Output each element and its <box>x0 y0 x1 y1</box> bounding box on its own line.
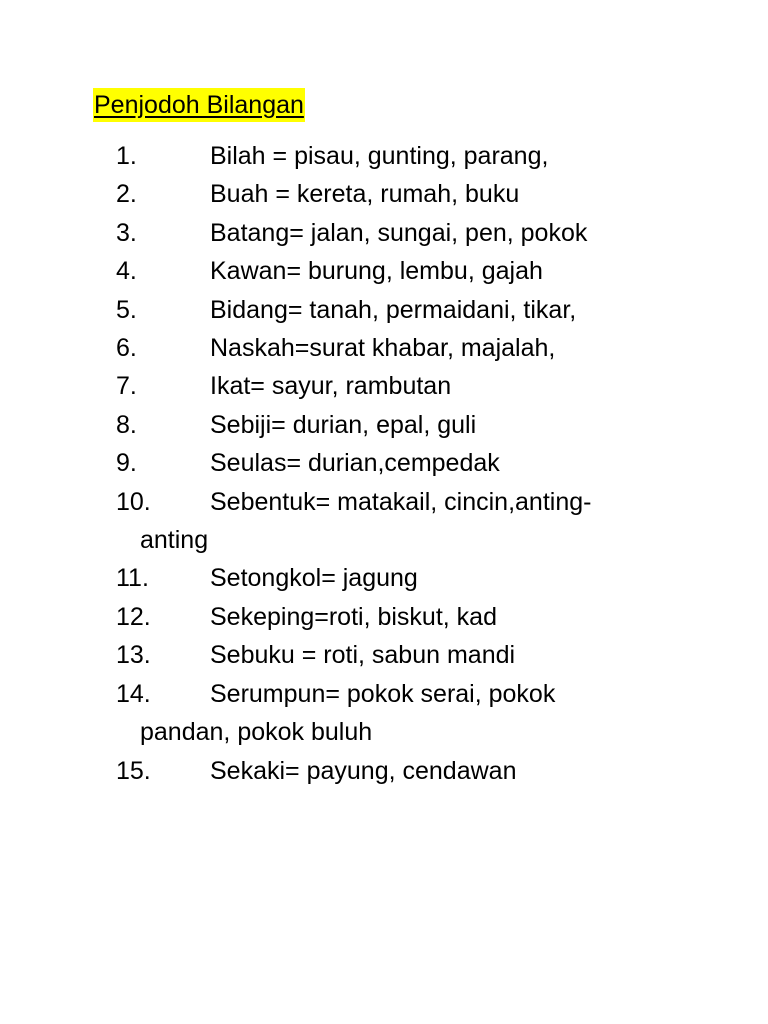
list-item <box>116 444 636 482</box>
list-item-text: Seulas= durian,cempedak <box>210 449 500 478</box>
list-item-text: Bidang= tanah, permaidani, tikar, <box>210 295 577 324</box>
list-item <box>116 367 636 405</box>
page-title: Penjodoh Bilangan <box>93 88 305 122</box>
list-item <box>116 137 636 175</box>
list-item-text: Ikat= sayur, rambutan <box>210 372 452 401</box>
list-item <box>116 559 636 597</box>
list-item-number: 9. <box>116 449 137 478</box>
list-item-text: Sebuku = roti, sabun mandi <box>210 641 516 670</box>
list-item-text: Sekaki= payung, cendawan <box>210 756 517 785</box>
list-item <box>116 598 636 636</box>
list-item <box>116 291 636 329</box>
list-item-number: 14. <box>116 679 151 708</box>
list-item-number: 10. <box>116 487 151 516</box>
list-item-number: 8. <box>116 410 137 439</box>
list-item-text: Setongkol= jagung <box>210 564 418 593</box>
list-item <box>116 214 636 252</box>
list-item-number: 1. <box>116 142 137 170</box>
list-item-number: 11. <box>116 564 149 593</box>
list-item <box>116 329 636 367</box>
list-item-text: Serumpun= pokok serai, pokok pandan, pokok buluh <box>140 679 556 747</box>
list-item-text: Batang= jalan, sungai, pen, pokok <box>210 218 588 247</box>
list-item-text: Sebentuk= matakail, cincin,anting-anting <box>140 487 592 555</box>
list-item <box>116 675 636 752</box>
list-item <box>116 483 636 560</box>
list-item-number: 6. <box>116 334 137 363</box>
list-item-number: 7. <box>116 372 137 401</box>
list-item-number: 5. <box>116 295 137 324</box>
list-item-text: Sebiji= durian, epal, guli <box>210 410 477 439</box>
list-item <box>116 636 636 674</box>
list-item-text: Buah = kereta, rumah, buku <box>210 180 520 209</box>
list-item-number: 4. <box>116 257 137 286</box>
list-item-number: 15. <box>116 756 151 785</box>
list-item-number: 13. <box>116 641 151 670</box>
list-item-text: Sekeping=roti, biskut, kad <box>210 602 497 631</box>
list-item <box>116 175 636 213</box>
list-item <box>116 252 636 290</box>
list-item-text: Naskah=surat khabar, majalah, <box>210 334 556 363</box>
list-item-number: 3. <box>116 218 137 247</box>
list-item <box>116 406 636 444</box>
list-item-text: Bilah = pisau, gunting, parang, <box>210 142 549 170</box>
list-item-text: Kawan= burung, lembu, gajah <box>210 257 543 286</box>
list-item-number: 2. <box>116 180 137 209</box>
numbered-list <box>116 137 636 790</box>
list-item <box>116 752 636 790</box>
list-item-number: 12. <box>116 602 151 631</box>
